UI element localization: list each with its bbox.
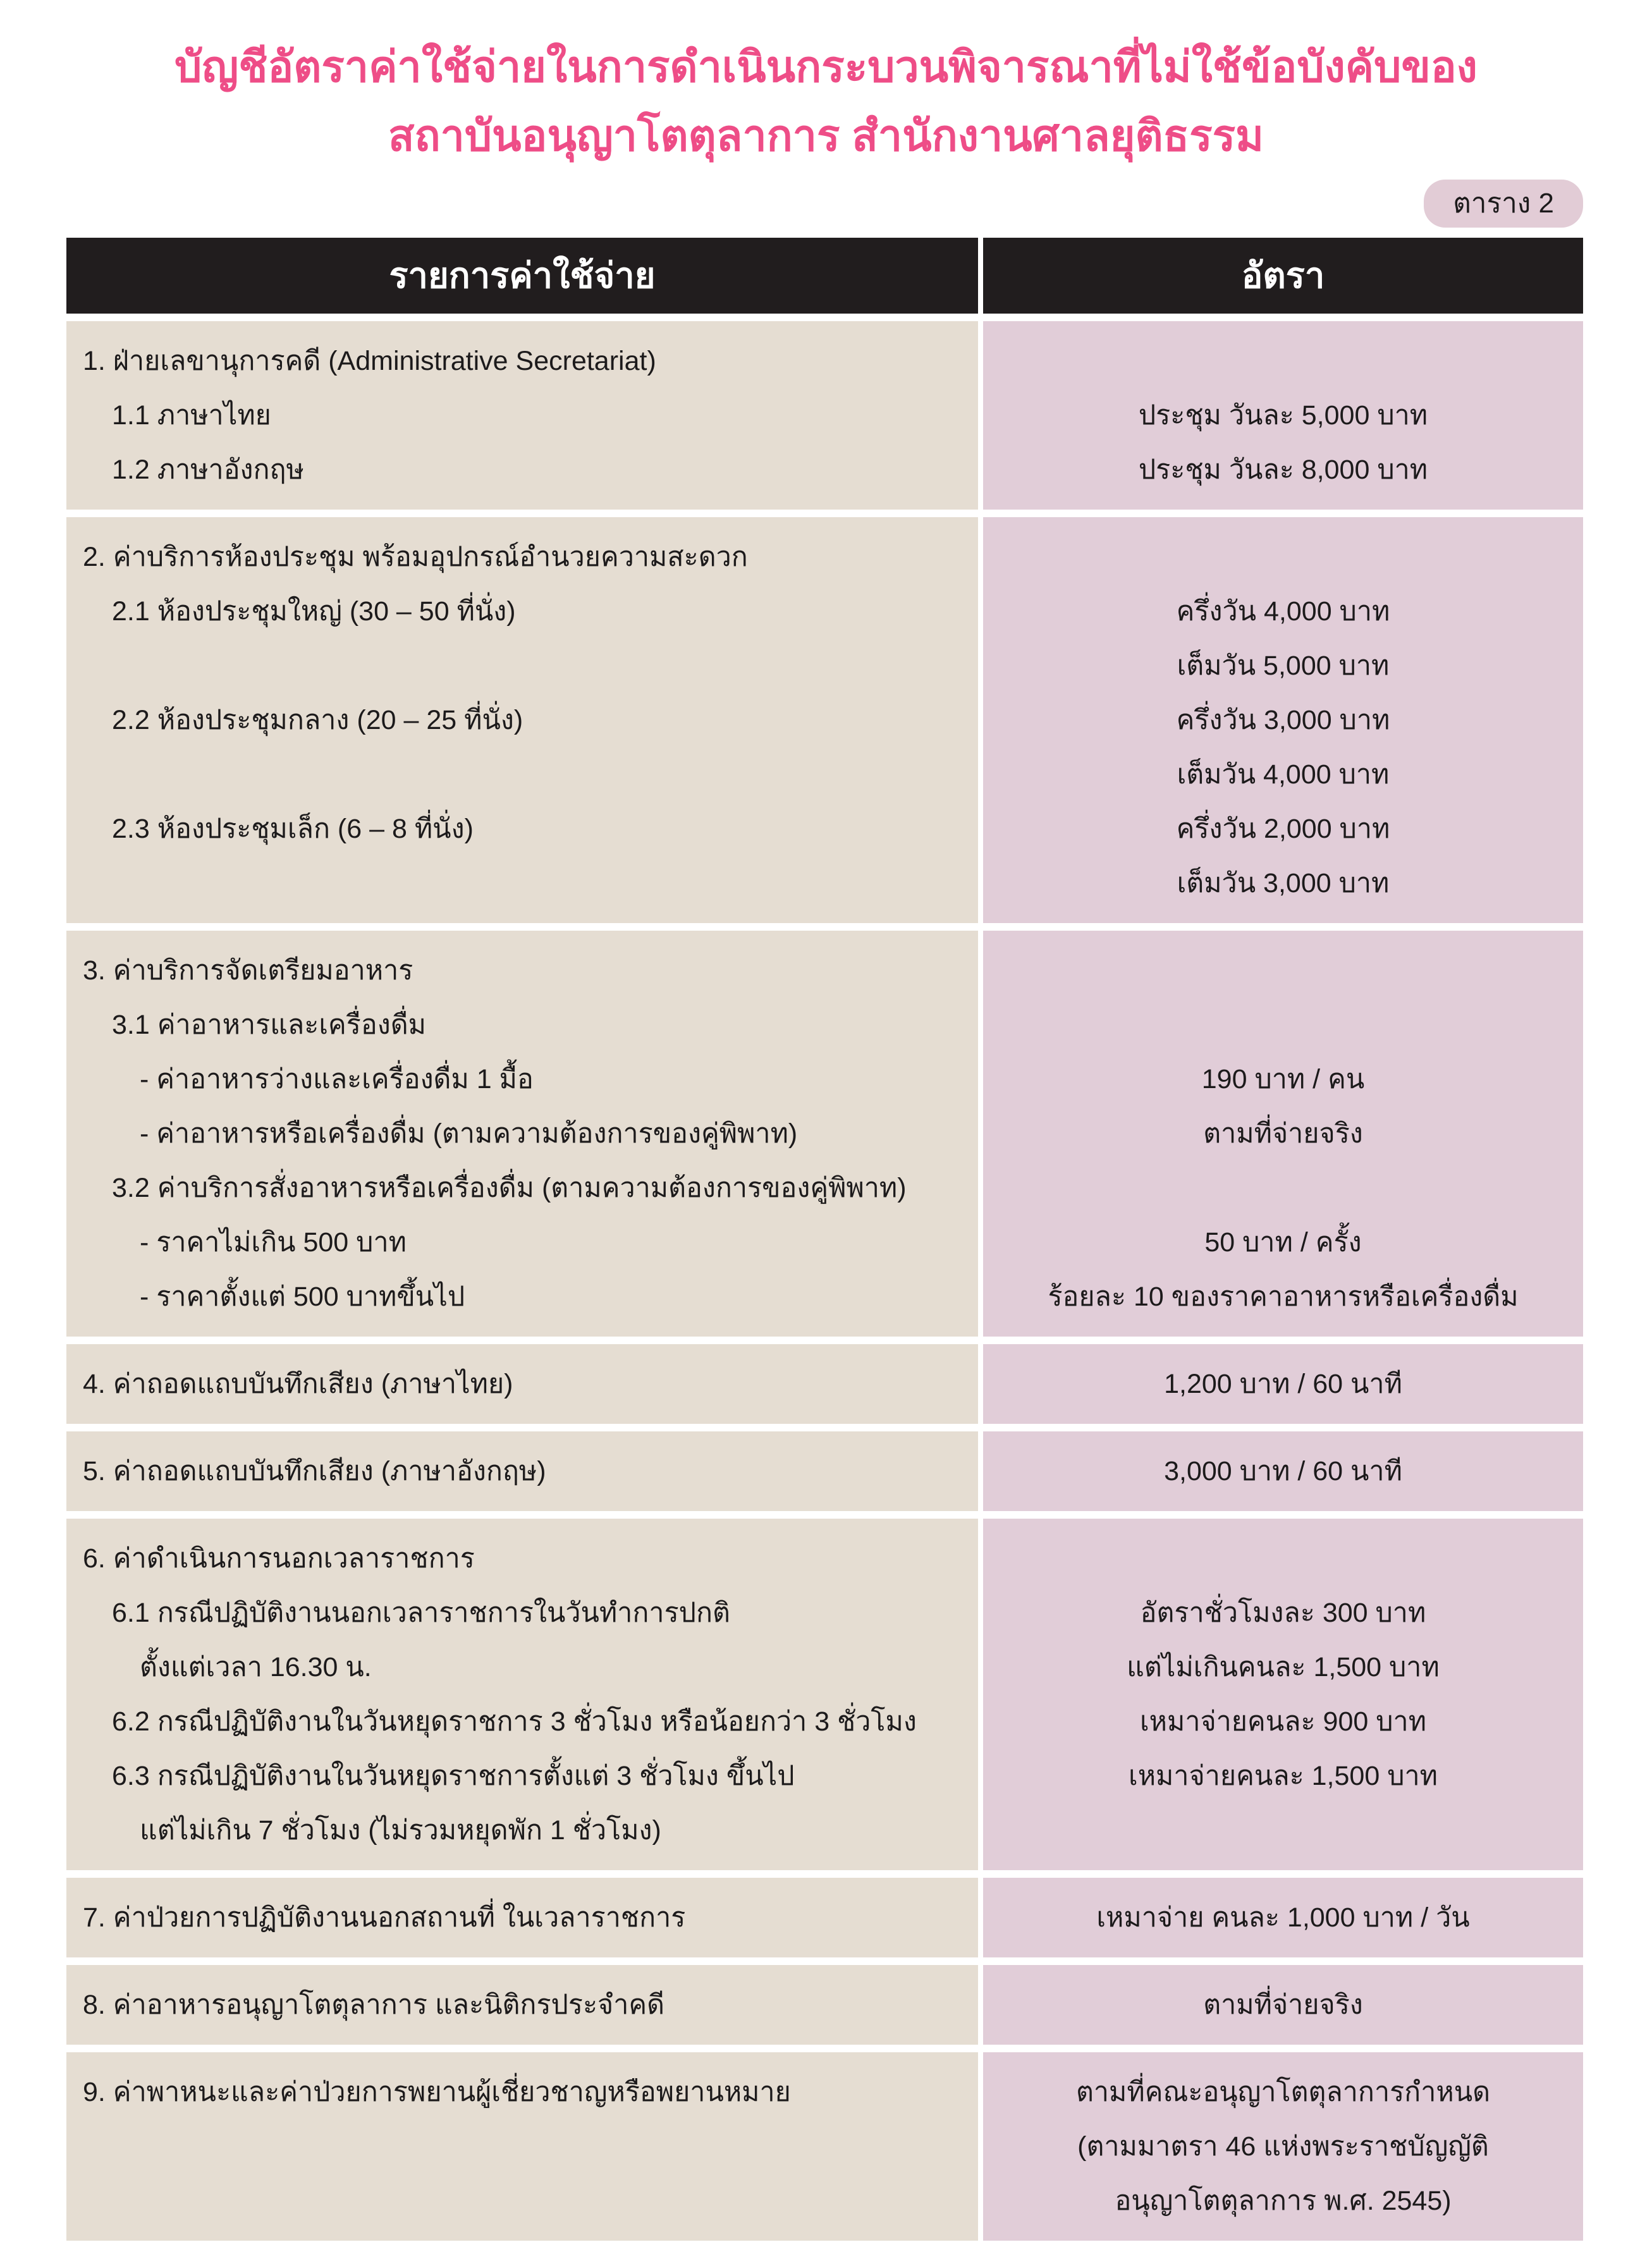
rate-cell xyxy=(983,321,1583,510)
item-line: 4. ค่าถอดแถบบันทึกเสียง (ภาษาไทย) xyxy=(83,1368,513,1399)
rate-line xyxy=(989,1531,1577,1586)
table-row xyxy=(66,517,1583,923)
item-line xyxy=(66,639,965,693)
rate-line: ครึ่งวัน 4,000 บาท xyxy=(1176,596,1390,627)
page-title xyxy=(38,33,1614,171)
rate-line xyxy=(989,334,1577,388)
item-line: 2.2 ห้องประชุมกลาง (20 – 25 ที่นั่ง) xyxy=(112,704,523,735)
rate-line: ครึ่งวัน 2,000 บาท xyxy=(1176,813,1390,844)
item-cell xyxy=(66,2052,978,2241)
rate-line: เต็มวัน 3,000 บาท xyxy=(1177,867,1390,898)
rate-cell xyxy=(983,1878,1583,1957)
item-line: 3.1 ค่าอาหารและเครื่องดื่ม xyxy=(112,1009,426,1040)
rate-cell xyxy=(983,1965,1583,2045)
item-line xyxy=(66,2119,965,2174)
item-line: 1.1 ภาษาไทย xyxy=(112,400,271,431)
item-cell xyxy=(66,1344,978,1424)
rate-line: ครึ่งวัน 3,000 บาท xyxy=(1176,704,1390,735)
fee-table-body xyxy=(66,321,1583,2241)
table-row xyxy=(66,1965,1583,2045)
item-line: 6. ค่าดำเนินการนอกเวลาราชการ xyxy=(83,1543,475,1574)
table-row xyxy=(66,321,1583,510)
table-row xyxy=(66,2052,1583,2241)
rate-line: เต็มวัน 5,000 บาท xyxy=(1177,650,1390,681)
page-title-line2: สถาบันอนุญาโตตุลาการ สำนักงานศาลยุติธรรม xyxy=(388,111,1264,160)
rate-line: 50 บาท / ครั้ง xyxy=(1204,1227,1362,1258)
item-line: 6.3 กรณีปฏิบัติงานในวันหยุดราชการตั้งแต่ 3 ชั่วโมง ขึ้นไป xyxy=(112,1760,795,1791)
item-line: 3. ค่าบริการจัดเตรียมอาหาร xyxy=(83,955,413,986)
header-item-column: รายการค่าใช้จ่าย xyxy=(66,238,978,314)
rate-cell xyxy=(983,1344,1583,1424)
item-cell xyxy=(66,1965,978,2045)
table-header-row xyxy=(66,238,1583,314)
item-line: 2. ค่าบริการห้องประชุม พร้อมอุปกรณ์อำนวยความสะดวก xyxy=(83,541,748,572)
item-line: 3.2 ค่าบริการสั่งอาหารหรือเครื่องดื่ม (ตามความต้องการของคู่พิพาท) xyxy=(112,1172,907,1203)
rate-line xyxy=(989,1161,1577,1215)
rate-cell xyxy=(983,1431,1583,1511)
rate-line xyxy=(989,530,1577,584)
item-line: 1.2 ภาษาอังกฤษ xyxy=(112,454,304,485)
item-cell xyxy=(66,321,978,510)
rate-cell xyxy=(983,1519,1583,1870)
rate-line: อนุญาโตตุลาการ พ.ศ. 2545) xyxy=(1115,2185,1452,2216)
table-row xyxy=(66,1519,1583,1870)
item-line: - ราคาไม่เกิน 500 บาท xyxy=(140,1227,407,1258)
rate-line: เต็มวัน 4,000 บาท xyxy=(1177,759,1390,790)
rate-line: (ตามมาตรา 46 แห่งพระราชบัญญัติ xyxy=(1077,2131,1489,2162)
rate-line xyxy=(989,943,1577,998)
rate-line: แต่ไม่เกินคนละ 1,500 บาท xyxy=(1127,1651,1440,1682)
table-row xyxy=(66,931,1583,1337)
item-line: 2.1 ห้องประชุมใหญ่ (30 – 50 ที่นั่ง) xyxy=(112,596,516,627)
item-line: 1. ฝ่ายเลขานุการคดี (Administrative Secretariat) xyxy=(83,345,656,376)
table-number-badge: ตาราง 2 xyxy=(1424,180,1583,228)
rate-line xyxy=(989,998,1577,1052)
item-line: 7. ค่าป่วยการปฏิบัติงานนอกสถานที่ ในเวลาราชการ xyxy=(83,1902,686,1933)
rate-line: ร้อยละ 10 ของราคาอาหารหรือเครื่องดื่ม xyxy=(1048,1281,1519,1312)
rate-line: ประชุม วันละ 8,000 บาท xyxy=(1138,454,1428,485)
rate-line: เหมาจ่าย คนละ 1,000 บาท / วัน xyxy=(1096,1902,1470,1933)
table-row xyxy=(66,1431,1583,1511)
item-cell xyxy=(66,1431,978,1511)
item-cell xyxy=(66,1878,978,1957)
rate-cell xyxy=(983,2052,1583,2241)
header-rate-column: อัตรา xyxy=(983,238,1583,314)
rate-line: ตามที่จ่ายจริง xyxy=(1203,1989,1363,2020)
rate-line: ตามที่จ่ายจริง xyxy=(1203,1118,1363,1149)
rate-line: 190 บาท / คน xyxy=(1201,1063,1365,1094)
rate-line: อัตราชั่วโมงละ 300 บาท xyxy=(1140,1597,1426,1628)
item-cell xyxy=(66,1519,978,1870)
rate-line: เหมาจ่ายคนละ 1,500 บาท xyxy=(1129,1760,1438,1791)
item-line: 2.3 ห้องประชุมเล็ก (6 – 8 ที่นั่ง) xyxy=(112,813,474,844)
rate-cell xyxy=(983,931,1583,1337)
item-line: - ค่าอาหารหรือเครื่องดื่ม (ตามความต้องการของคู่พิพาท) xyxy=(140,1118,798,1149)
fee-table xyxy=(66,238,1583,2241)
item-cell xyxy=(66,517,978,923)
rate-line: เหมาจ่ายคนละ 900 บาท xyxy=(1139,1706,1427,1737)
rate-line: ตามที่คณะอนุญาโตตุลาการกำหนด xyxy=(1075,2076,1491,2107)
item-line xyxy=(66,2174,965,2228)
table-row xyxy=(66,1878,1583,1957)
rate-line xyxy=(989,1803,1577,1858)
badge-row xyxy=(0,180,1583,228)
rate-line: 3,000 บาท / 60 นาที xyxy=(1164,1455,1402,1486)
item-line: 5. ค่าถอดแถบบันทึกเสียง (ภาษาอังกฤษ) xyxy=(83,1455,546,1486)
item-line: 6.1 กรณีปฏิบัติงานนอกเวลาราชการในวันทำการปกติ xyxy=(112,1597,730,1628)
rate-line: ประชุม วันละ 5,000 บาท xyxy=(1138,400,1428,431)
page-title-line1: บัญชีอัตราค่าใช้จ่ายในการดำเนินกระบวนพิจารณาที่ไม่ใช้ข้อบังคับของ xyxy=(174,43,1478,91)
item-line: 8. ค่าอาหารอนุญาโตตุลาการ และนิติกรประจำคดี xyxy=(83,1989,665,2020)
item-line: แต่ไม่เกิน 7 ชั่วโมง (ไม่รวมหยุดพัก 1 ชั่วโมง) xyxy=(140,1815,661,1846)
item-line: ตั้งแต่เวลา 16.30 น. xyxy=(140,1651,372,1682)
item-cell xyxy=(66,931,978,1337)
rate-cell xyxy=(983,517,1583,923)
item-line: - ค่าอาหารว่างและเครื่องดื่ม 1 มื้อ xyxy=(140,1063,534,1094)
table-row xyxy=(66,1344,1583,1424)
item-line: 6.2 กรณีปฏิบัติงานในวันหยุดราชการ 3 ชั่วโมง หรือน้อยกว่า 3 ชั่วโมง xyxy=(112,1706,917,1737)
item-line: - ราคาตั้งแต่ 500 บาทขึ้นไป xyxy=(140,1281,465,1312)
item-line: 9. ค่าพาหนะและค่าป่วยการพยานผู้เชี่ยวชาญหรือพยานหมาย xyxy=(83,2076,791,2107)
item-line xyxy=(66,856,965,910)
rate-line: 1,200 บาท / 60 นาที xyxy=(1164,1368,1402,1399)
item-line xyxy=(66,747,965,802)
